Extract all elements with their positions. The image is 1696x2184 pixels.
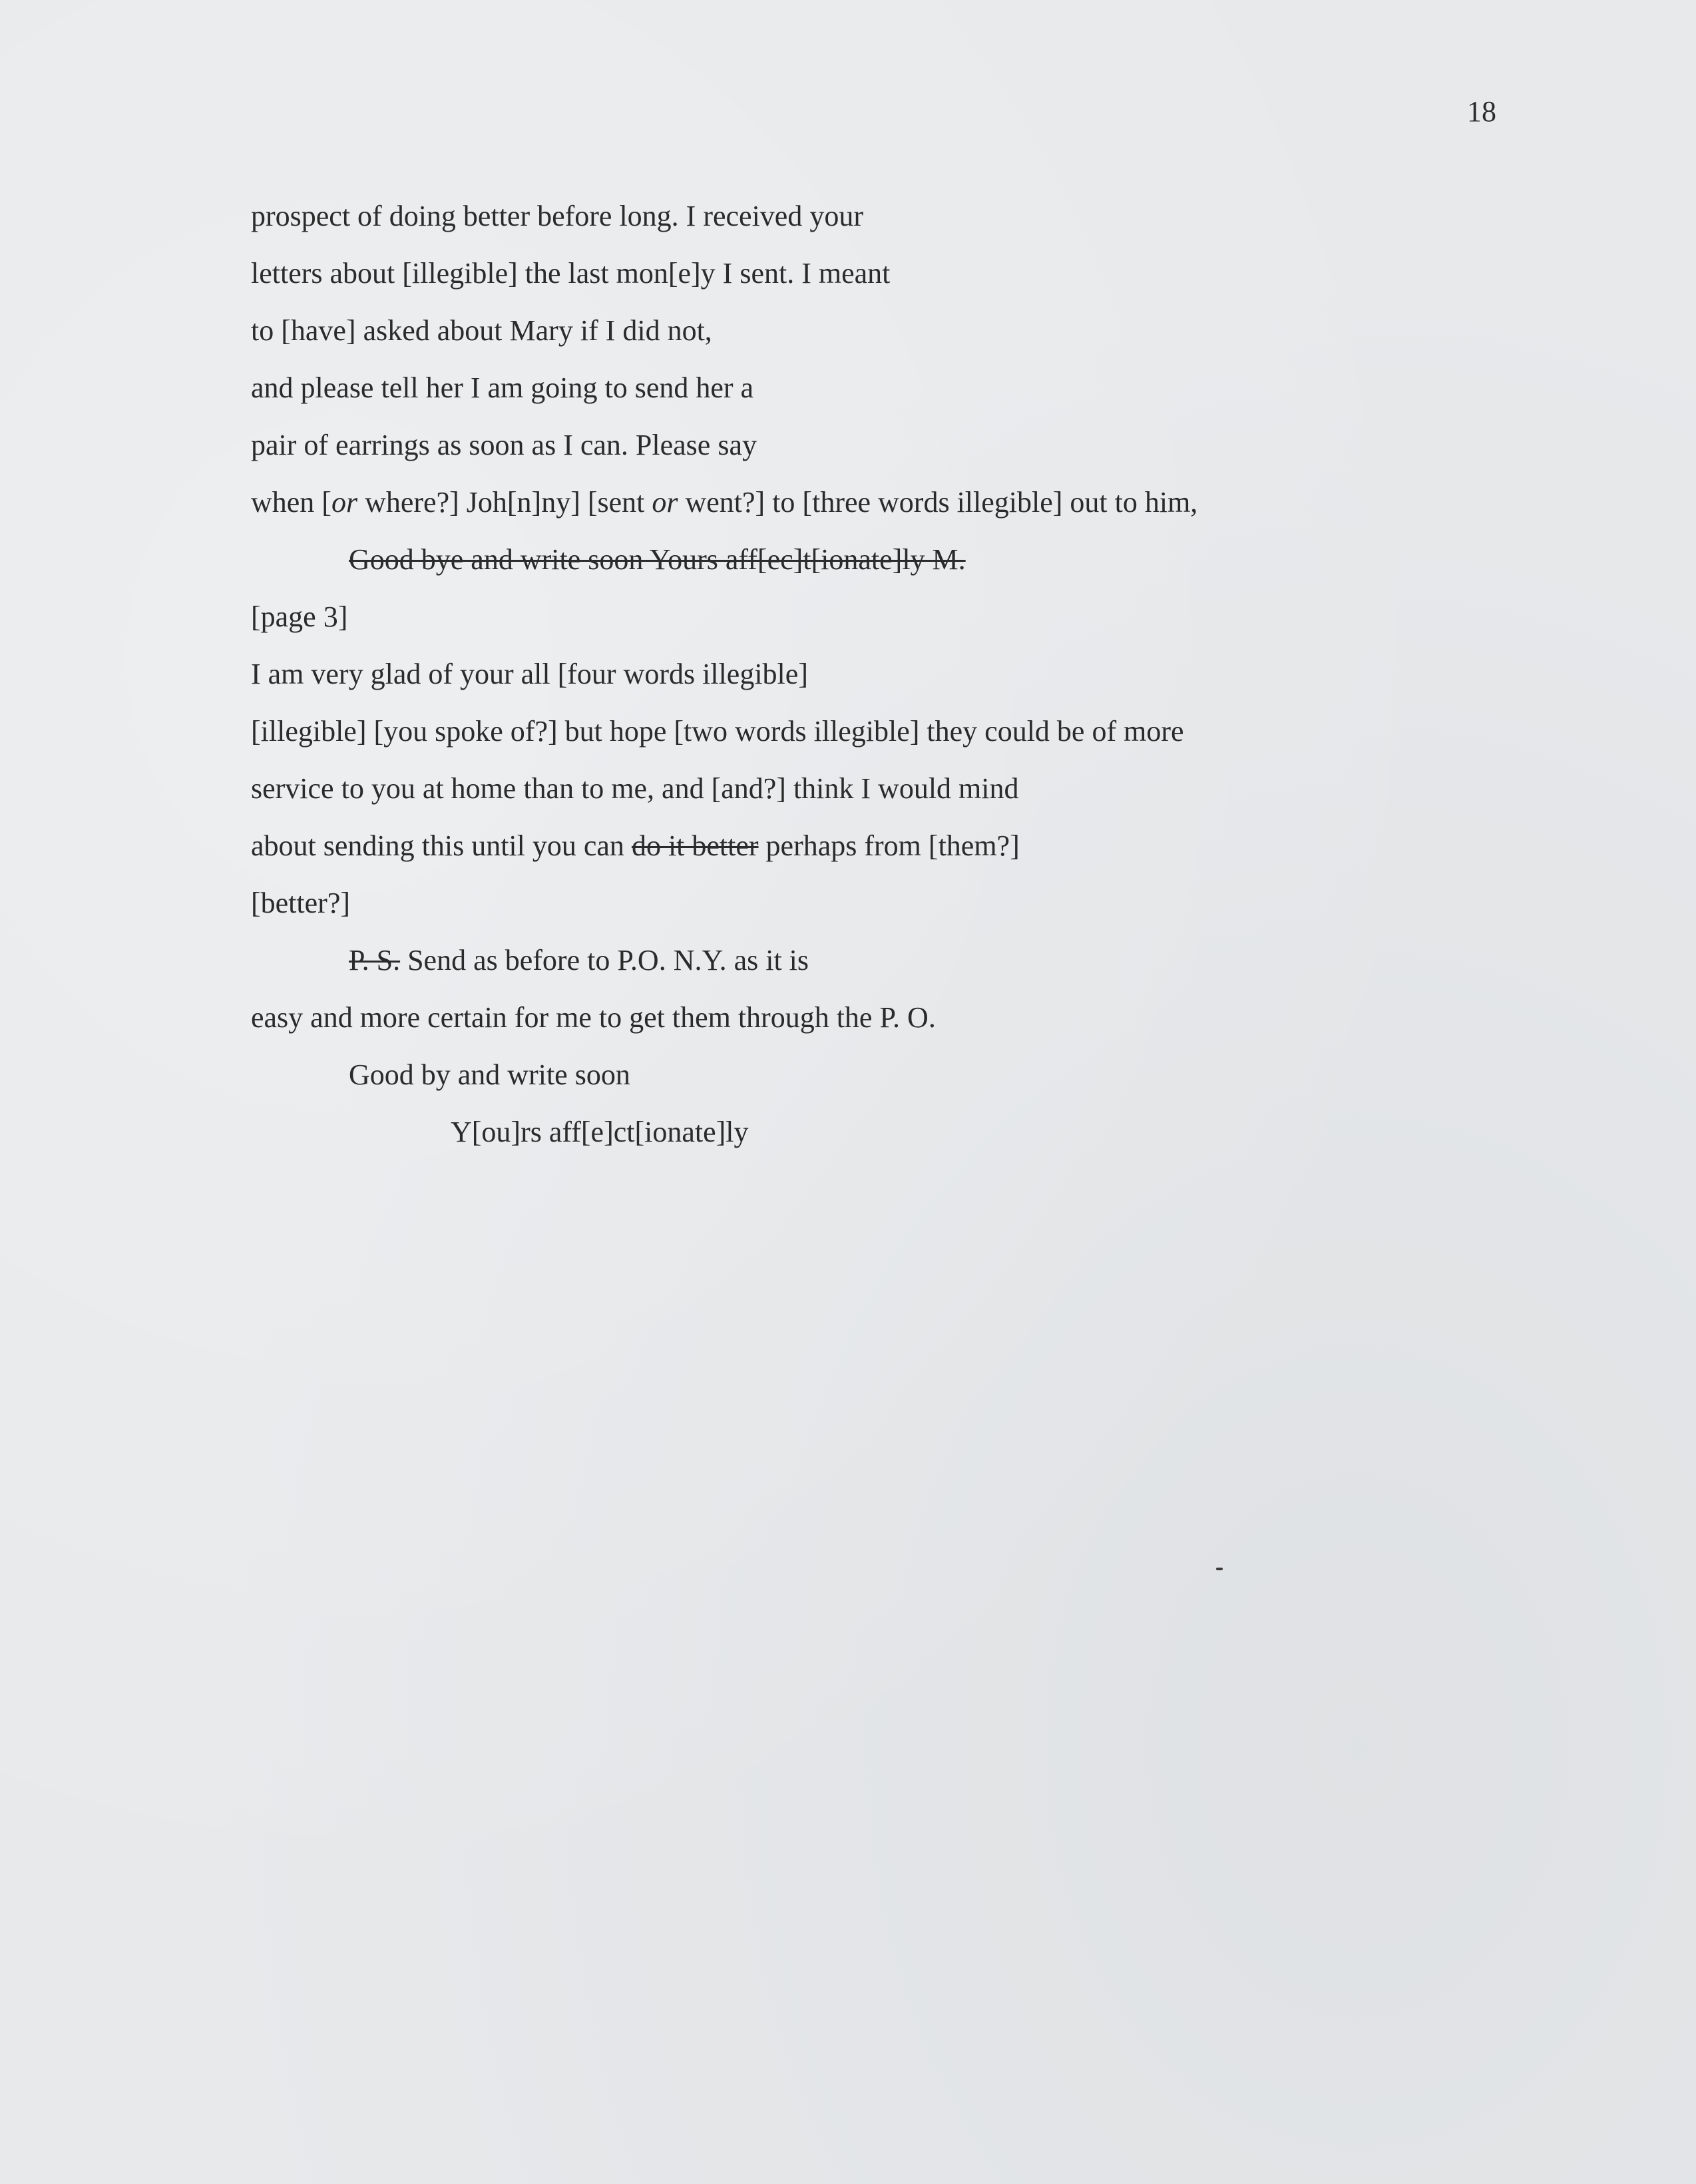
text-line-4: and please tell her I am going to send her a bbox=[251, 371, 754, 404]
italic-word: or bbox=[652, 486, 678, 519]
text-line-3: to [have] asked about Mary if I did not, bbox=[251, 314, 712, 347]
text-line-11: service to you at home than to me, and [and?] think I would mind bbox=[251, 772, 1019, 805]
struck-text: do it better bbox=[631, 829, 759, 862]
struck-text: Good bye and write soon Yours aff[ec]t[ionate]ly M. bbox=[349, 543, 966, 576]
text-segment: perhaps from [them?] bbox=[758, 829, 1020, 862]
text-line-1: prospect of doing better before long. I received your bbox=[251, 200, 863, 232]
page-marker: [page 3] bbox=[251, 600, 348, 633]
closing-line: Good by and write soon bbox=[349, 1058, 630, 1091]
text-line-2: letters about [illegible] the last mon[e]y I sent. I meant bbox=[251, 257, 891, 290]
text-line-7 bbox=[349, 545, 966, 574]
text-line-9: I am very glad of your all [four words illegible] bbox=[251, 658, 808, 690]
text-segment: when [ bbox=[251, 486, 331, 519]
text-line-6 bbox=[251, 488, 1197, 517]
signature-line: Y[ou]rs aff[e]ct[ionate]ly bbox=[451, 1116, 749, 1148]
text-segment: about sending this until you can bbox=[251, 829, 632, 862]
text-line-15: easy and more certain for me to get them through the P. O. bbox=[251, 1001, 936, 1034]
page-number: 18 bbox=[1467, 95, 1496, 128]
text-line-12 bbox=[251, 831, 1020, 861]
text-segment: went?] to [three words illegible] out to him, bbox=[678, 486, 1198, 519]
text-line-13: [better?] bbox=[251, 887, 350, 919]
paper-speck bbox=[1216, 1568, 1223, 1570]
italic-word: or bbox=[331, 486, 358, 519]
text-segment: Send as before to P.O. N.Y. as it is bbox=[400, 944, 809, 977]
text-segment: where?] Joh[n]ny] [sent bbox=[357, 486, 652, 519]
struck-text: P. S. bbox=[349, 944, 401, 977]
text-line-5: pair of earrings as soon as I can. Please say bbox=[251, 429, 757, 461]
text-line-14 bbox=[349, 946, 809, 975]
text-line-10: [illegible] [you spoke of?] but hope [two words illegible] they could be of more bbox=[251, 715, 1184, 748]
